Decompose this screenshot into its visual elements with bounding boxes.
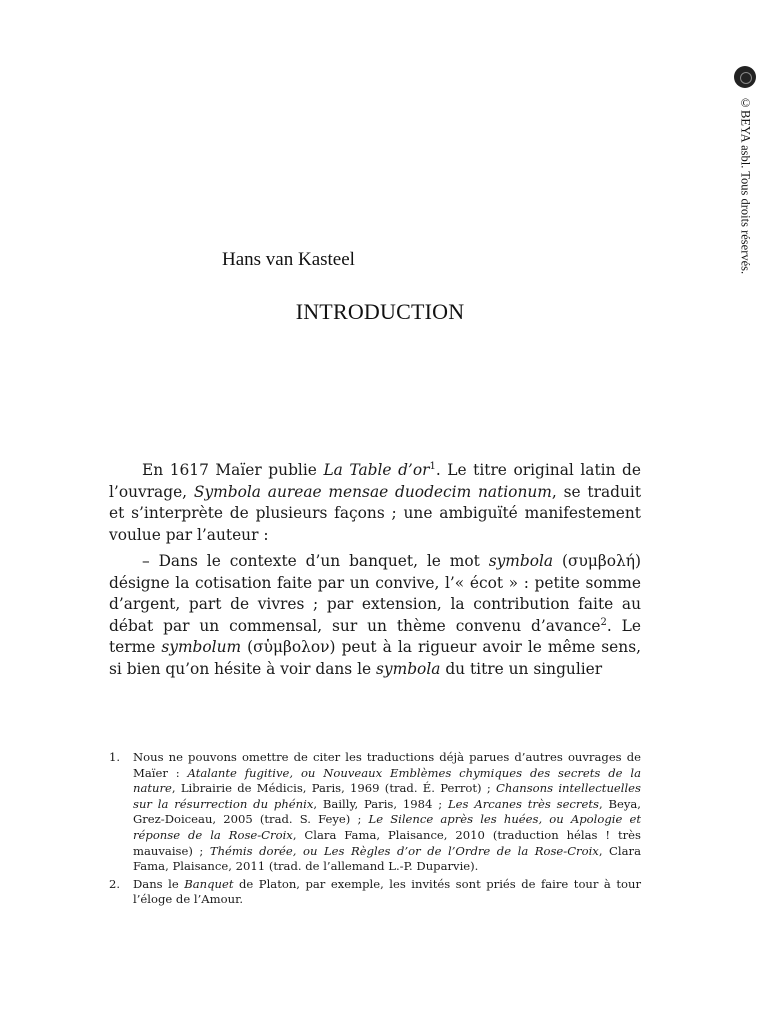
- latin-term: symbolum: [161, 638, 242, 656]
- work-title: Le Silence après les huées, ou Apologie et réponse de la Rose-Croix: [133, 812, 641, 842]
- text-run: peut à la rigueur avoir le même sens, si bien qu’on hésite à voir dans le: [109, 638, 641, 678]
- paragraph-1: [109, 460, 641, 546]
- text-run: . Le titre original latin de l’ouvrage,: [109, 461, 641, 501]
- work-title: Chansons intellectuelles sur la résurrection du phénix: [133, 781, 641, 811]
- book-title: La Table d’or: [323, 461, 430, 479]
- text-run: . Le terme: [109, 616, 641, 656]
- footnote-2: [109, 877, 641, 908]
- greek-term: (συμβολή): [553, 552, 642, 570]
- work-title: Banquet: [184, 876, 234, 891]
- text-run: , Clara Fama, Plaisance, 2010 (traduction hélas ! très mauvaise) ;: [133, 827, 641, 858]
- chapter-title: INTRODUCTION: [295, 299, 465, 324]
- text-run: , Clara Fama, Plaisance, 2011 (trad. de l’allemand L.-P. Duparvie).: [133, 843, 642, 874]
- copyright-notice: ©BEYA asbl. Tous droits réservés.: [738, 96, 753, 275]
- work-title: Thémis dorée, ou Les Règles d’or de l’Ordre de la Rose-Croix: [209, 843, 599, 858]
- footnote-1: [109, 750, 641, 875]
- paragraph-2: [109, 551, 641, 680]
- text-run: En 1617 Maïer publie: [142, 461, 324, 479]
- copyright-margin: [731, 66, 759, 274]
- footnote-number: 2.: [109, 876, 121, 891]
- publisher-seal-icon: [734, 66, 756, 88]
- main-text: [109, 460, 641, 680]
- text-run: , Bailly, Paris, 1984 ;: [313, 796, 448, 811]
- text-run: Dans le: [133, 876, 185, 891]
- footnote-ref-2: 2: [600, 616, 607, 628]
- latin-title: Symbola aureae mensae duodecim nationum: [193, 482, 552, 501]
- latin-term: symbola: [376, 659, 441, 678]
- work-title: Les Arcanes très secrets: [447, 796, 599, 811]
- footnotes: [109, 750, 641, 910]
- latin-term: symbola: [488, 552, 554, 570]
- greek-term: (σὑμβολον): [241, 638, 336, 656]
- text-run: , Librairie de Médicis, Paris, 1969 (trad. É. Perrot) ;: [171, 781, 496, 796]
- work-title: Atalante fugitive, ou Nouveaux Emblèmes chymiques des secrets de la nature: [133, 765, 641, 796]
- text-run: Nous ne pouvons omettre de citer les traductions déjà parues d’autres ouvrages de Maïer :: [133, 750, 641, 780]
- text-run: désigne la cotisation faite par un convive, l’« écot » : petite somme d’argent, part de vivres ; par extension, la contribution faite au débat par un commensal, sur un thème convenu d’avance: [109, 573, 641, 635]
- author-name: Hans van Kasteel: [222, 249, 355, 270]
- text-run: – Dans le contexte d’un banquet, le mot: [142, 552, 489, 570]
- footnote-ref-1: 1: [429, 461, 436, 472]
- text-run: de Platon, par exemple, les invités sont priés de faire tour à tour l’éloge de l’Amour.: [133, 876, 641, 907]
- text-run: , se traduit et s’interprète de plusieurs façons ; une ambiguïté manifestement voulue par l’auteur :: [109, 482, 641, 544]
- text-run: , Beya, Grez-Doiceau, 2005 (trad. S. Feye) ;: [133, 796, 641, 827]
- text-run: du titre un singulier: [440, 659, 603, 678]
- footnote-number: 1.: [109, 750, 121, 764]
